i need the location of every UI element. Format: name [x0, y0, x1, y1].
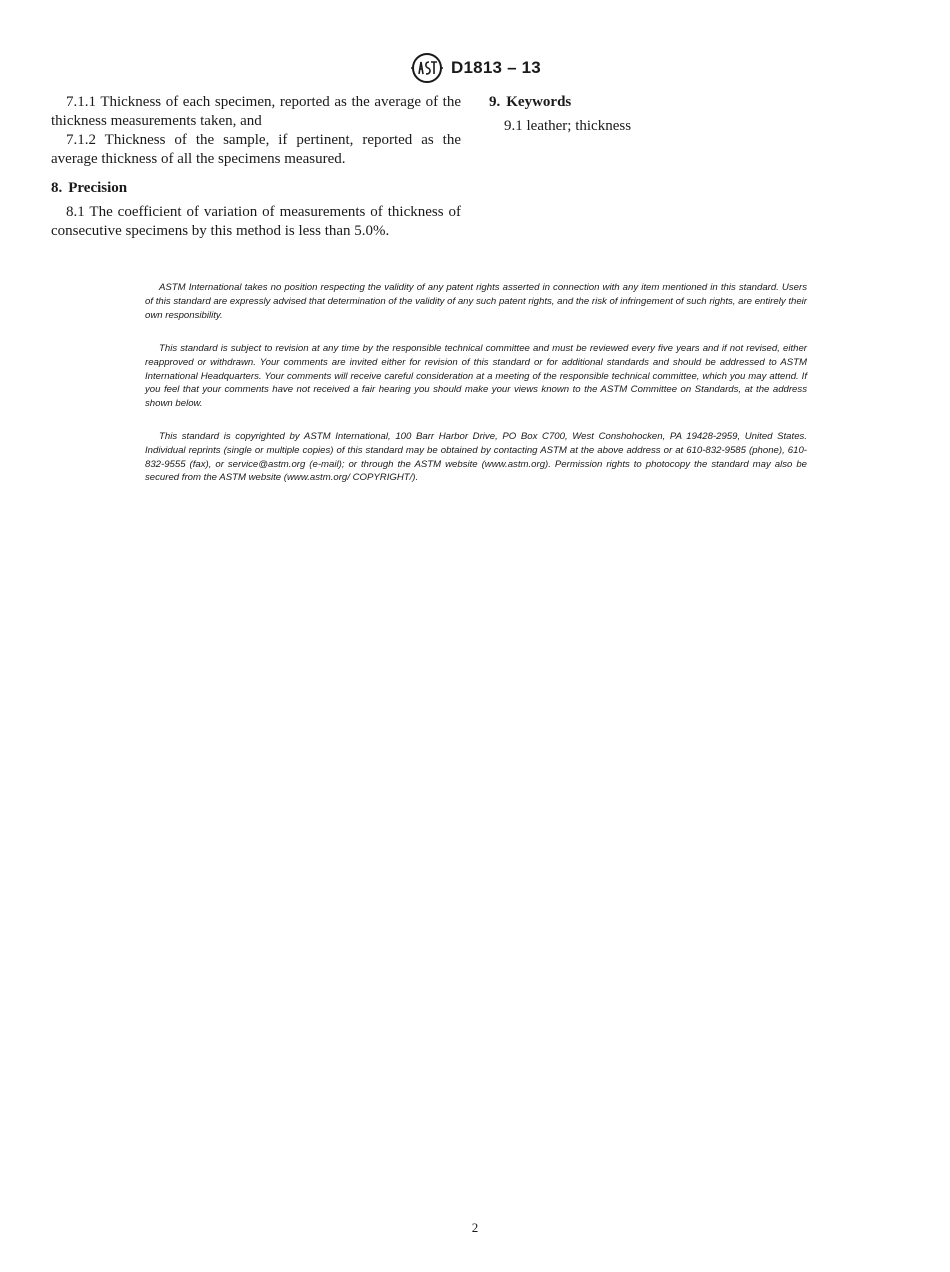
right-column — [489, 93, 899, 136]
section-title: Precision — [68, 180, 128, 196]
paragraph-7-1-2: 7.1.2 Thickness of the sample, if pertinent, reported as the average thickness of all the specimens measured. — [51, 132, 461, 167]
revision-notice: This standard is subject to revision at any time by the responsible technical committee and must be reviewed every five years and if not revised, either reapproved or withdrawn. Your comments are invited either for revision of this standard or for additional standards and should be addressed to ASTM International Headquarters. Your comments will receive careful consideration at a meeting of the responsible technical committee, which you may attend. If you feel that your comments have not received a fair hearing you should make your views known to the ASTM Committee on Standards, at the address shown below. — [145, 343, 807, 410]
patent-notice: ASTM International takes no position respecting the validity of any patent rights asserted in connection with any item mentioned in this standard. Users of this standard are expressly advised that determination of the validity of any such patent rights, and the risk of infringement of such rights, are entirely their own responsibility. — [145, 282, 807, 321]
page-header — [0, 52, 950, 84]
section-number: 8. — [51, 180, 63, 196]
left-column — [51, 93, 461, 241]
document-designation: D1813 – 13 — [451, 58, 541, 77]
copyright-notice: This standard is copyrighted by ASTM International, 100 Barr Harbor Drive, PO Box C700, West Conshohocken, PA 19428-2959, United States. Individual reprints (single or multiple copies) of this standard may be obtained by contacting ASTM at the above address or at 610-832-9585 (phone), 610-832-9555 (fax), or service@astm.org (e-mail); or through the ASTM website (www.astm.org). Permission rights to photocopy the standard may also be secured from the ASTM website (www.astm.org/ COPYRIGHT/). — [145, 431, 807, 484]
section-title: Keywords — [506, 94, 572, 110]
paragraph-7-1-1: 7.1.1 Thickness of each specimen, reported as the average of the thickness measurements taken, and — [51, 94, 461, 129]
paragraph-8-1: 8.1 The coefficient of variation of measurements of thickness of consecutive specimens by this method is less than 5.0%. — [51, 204, 461, 239]
paragraph-9-1: 9.1 leather; thickness — [504, 118, 632, 134]
section-number: 9. — [489, 94, 501, 110]
astm-logo-icon — [409, 52, 445, 84]
page-number: 2 — [471, 1220, 479, 1235]
section-heading-keywords — [489, 93, 899, 112]
section-heading-precision — [51, 179, 461, 198]
